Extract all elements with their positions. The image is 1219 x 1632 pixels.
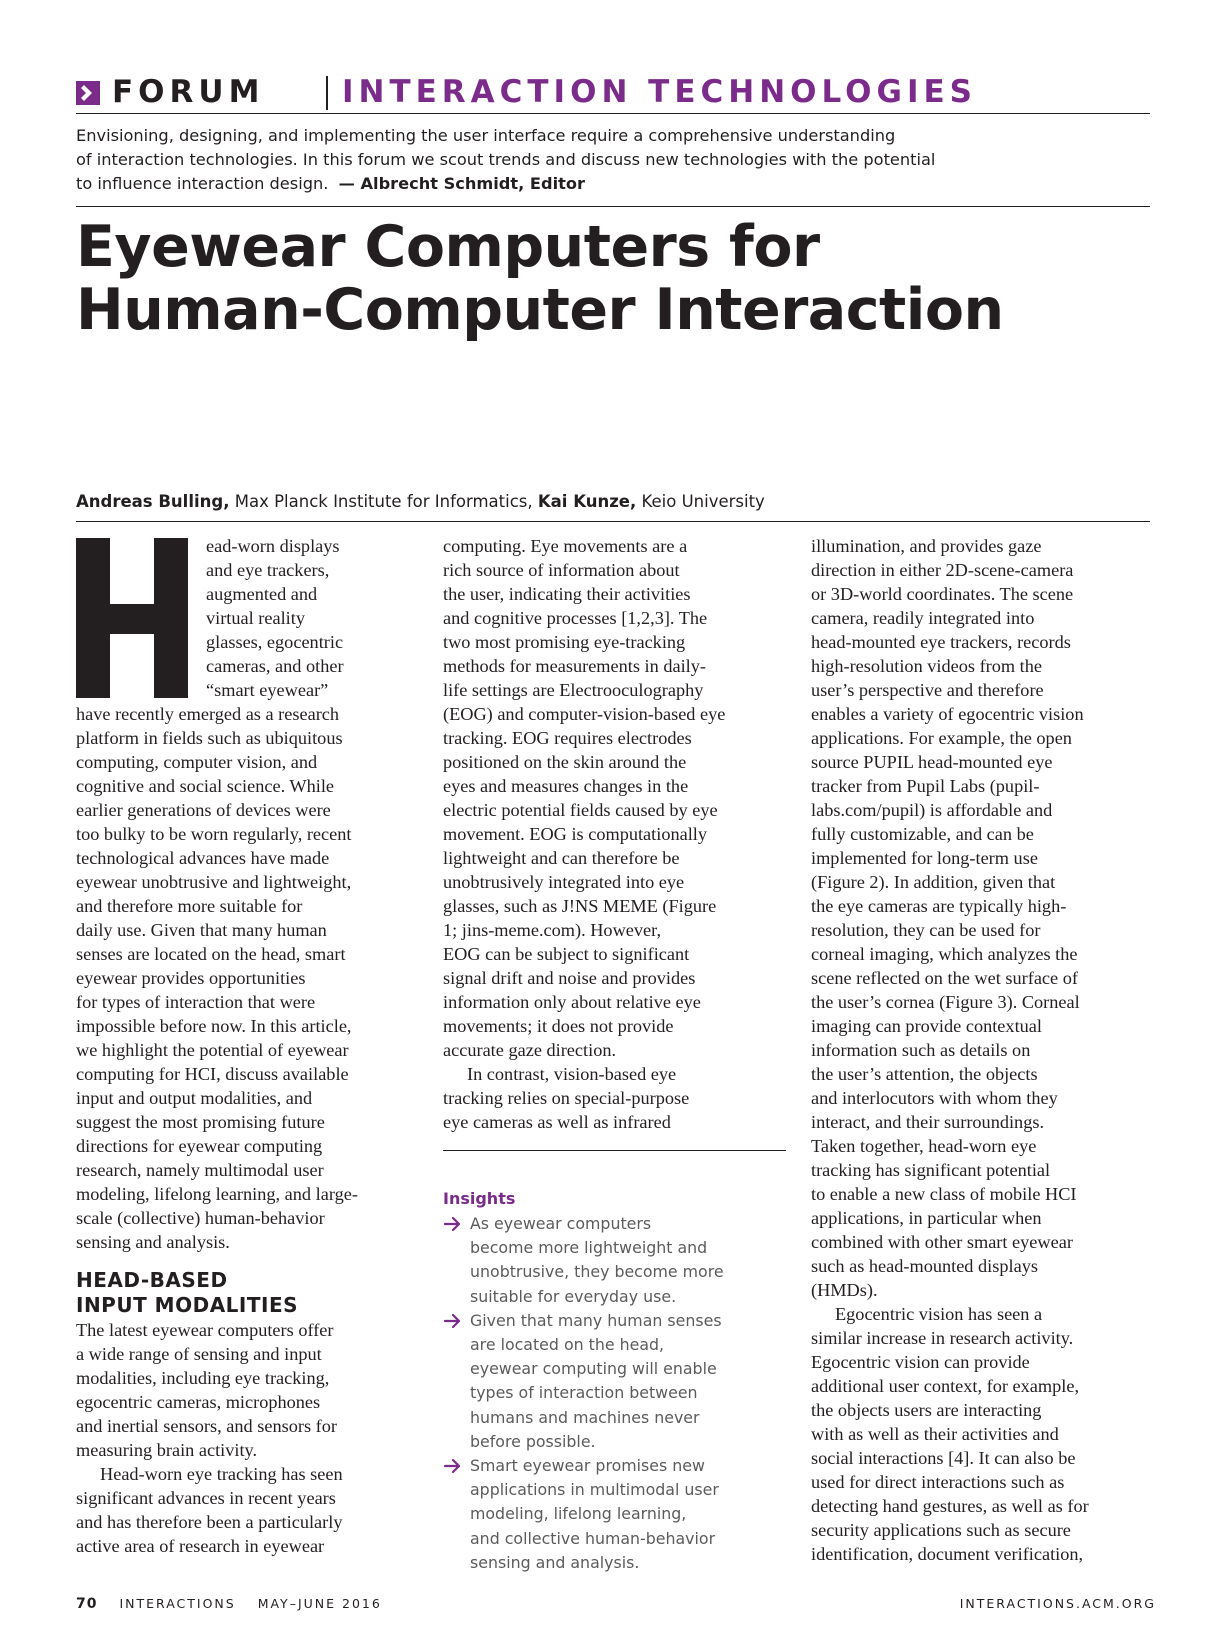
title-rule [76,206,1150,207]
body-text-line: illumination, and provides gaze [811,536,1042,556]
body-text-line: (EOG) and computer-vision-based eye [443,704,726,724]
body-text-line: (Figure 2). In addition, given that [811,872,1056,892]
col1-paragraph-1 [76,702,416,1254]
body-text-line: direction in either 2D-scene-camera [811,560,1074,580]
body-text-line: camera, readily integrated into [811,608,1035,628]
body-text-line: Egocentric vision has seen a [835,1304,1043,1324]
body-text-line: information only about relative eye [443,992,701,1012]
insight-text-line: applications in multimodal user [470,1480,719,1500]
insight-text-line: suitable for everyday use. [470,1286,677,1306]
body-text-line: eyes and measures changes in the [443,776,689,796]
body-rule [76,521,1150,522]
body-text-line: with as well as their activities and [811,1424,1059,1444]
arrow-right-icon [443,1455,463,1477]
body-text-line: the user’s attention, the objects [811,1064,1038,1084]
body-text-line: information such as details on [811,1040,1031,1060]
body-text-line: have recently emerged as a research [76,704,340,724]
title-line-1: Eyewear Computers for [76,214,820,280]
author-name-1: Andreas Bulling, [76,492,230,511]
body-text-line: active area of research in eyewear [76,1536,325,1556]
insight-text-line: Given that many human senses [470,1310,722,1330]
insights-box [443,1188,788,1575]
page-number: 70 [76,1596,98,1612]
body-text-line: augmented and [206,584,318,604]
body-text-line: scene reflected on the wet surface of [811,968,1078,988]
body-text-line: computing, computer vision, and [76,752,318,772]
insights-title: Insights [443,1189,516,1208]
body-text-line: security applications such as secure [811,1520,1071,1540]
body-text-line: combined with other smart eyewear [811,1232,1073,1252]
body-text-line: imaging can provide contextual [811,1016,1042,1036]
body-text-line: signal drift and noise and provides [443,968,696,988]
body-text-line: computing. Eye movements are a [443,536,688,556]
insight-text-line: As eyewear computers [470,1214,652,1233]
col2-paragraph-2 [443,1062,783,1134]
body-text-line: identification, document verification, [811,1544,1084,1564]
body-text-line: movements; it does not provide [443,1016,674,1036]
body-text-line: (HMDs). [811,1280,878,1300]
body-text-line: 1; jins-meme.com). However, [443,920,662,940]
body-text-line: computing for HCI, discuss available [76,1064,349,1084]
body-text-line: the user’s cornea (Figure 3). Corneal [811,992,1080,1012]
insight-text-line: and collective human-behavior [470,1528,716,1548]
body-text-line: positioned on the skin around the [443,752,687,772]
body-text-line: rich source of information about [443,560,680,580]
body-text-line: and therefore more suitable for [76,896,303,916]
body-text-line: social interactions [4]. It can also be [811,1448,1076,1468]
body-text-line: “smart eyewear” [206,680,329,700]
chevron-right-icon [76,81,100,105]
arrow-right-icon [443,1310,463,1332]
body-text-line: suggest the most promising future [76,1112,325,1132]
body-text-line: In contrast, vision-based eye [467,1064,677,1084]
author-name-2: Kai Kunze, [537,492,637,511]
forum-description-line [76,124,1156,148]
col2-paragraph-1 [443,534,783,1062]
body-text-line: and eye trackers, [206,560,330,580]
body-text-line: and inertial sensors, and sensors for [76,1416,337,1436]
body-text-line: modeling, lifelong learning, and large- [76,1184,358,1204]
body-text-line: or 3D-world coordinates. The scene [811,584,1074,604]
insight-text-line: modeling, lifelong learning, [470,1504,687,1524]
arrow-right-icon [443,1213,463,1235]
page-footer [76,1596,1156,1616]
forum-editor: — Albrecht Schmidt, Editor [338,174,585,193]
body-text-line: the objects users are interacting [811,1400,1042,1420]
body-text-line: the user, indicating their activities [443,584,691,604]
body-text-line: tracking has significant potential [811,1160,1051,1180]
body-column-2 [443,534,783,1134]
body-text-line: earlier generations of devices were [76,800,331,820]
body-text-line: applications, in particular when [811,1208,1042,1228]
body-text-line: accurate gaze direction. [443,1040,617,1060]
body-text-line: tracker from Pupil Labs (pupil- [811,776,1040,796]
insights-list [443,1212,788,1575]
body-text-line: similar increase in research activity. [811,1328,1074,1348]
col1-paragraph-2 [76,1318,416,1462]
body-text-line: significant advances in recent years [76,1488,336,1508]
author-affiliation-1: Max Planck Institute for Informatics, [234,492,533,511]
website-url: INTERACTIONS.ACM.ORG [959,1596,1156,1611]
col3-paragraph-2 [811,1302,1156,1566]
body-text-line: platform in fields such as ubiquitous [76,728,343,748]
body-text-line: senses are located on the head, smart [76,944,346,964]
body-text-line: tracking relies on special-purpose [443,1088,690,1108]
body-text-line: cameras, and other [206,656,344,676]
body-text-line: ead-worn displays [206,536,340,556]
forum-description-text: Envisioning, designing, and implementing the user interface require a comprehensive understanding [76,126,896,145]
body-text-line: scale (collective) human-behavior [76,1208,325,1228]
body-text-line: eye cameras as well as infrared [443,1112,671,1132]
body-text-line: input and output modalities, and [76,1088,313,1108]
body-text-line: measuring brain activity. [76,1440,258,1460]
body-text-line: for types of interaction that were [76,992,316,1012]
forum-description [76,124,1156,196]
insights-rule [443,1150,786,1151]
body-text-line: eyewear provides opportunities [76,968,306,988]
body-text-line: additional user context, for example, [811,1376,1080,1396]
body-text-line: research, namely multimodal user [76,1160,324,1180]
body-column-1 [76,534,416,1558]
body-text-line: electric potential fields caused by eye [443,800,718,820]
forum-description-text: of interaction technologies. In this forum we scout trends and discuss new technologies with the potential [76,150,936,169]
body-text-line: corneal imaging, which analyzes the [811,944,1078,964]
body-text-line: user’s perspective and therefore [811,680,1044,700]
issue-date: MAY–JUNE 2016 [257,1596,382,1611]
body-text-line: enables a variety of egocentric vision [811,704,1084,724]
forum-description-line [76,172,1156,196]
body-text-line: technological advances have made [76,848,330,868]
body-text-line: a wide range of sensing and input [76,1344,322,1364]
body-text-line: to enable a new class of mobile HCI [811,1184,1077,1204]
insight-text-line: unobtrusive, they become more [470,1262,724,1282]
body-text-line: virtual reality [206,608,305,628]
body-text-line: glasses, such as J!NS MEME (Figure [443,896,717,916]
body-column-3 [811,534,1156,1566]
body-text-line: such as head-mounted displays [811,1256,1038,1276]
body-text-line: methods for measurements in daily- [443,656,706,676]
body-text-line: we highlight the potential of eyewear [76,1040,349,1060]
header-divider [326,76,328,110]
col1-paragraph-3 [76,1462,416,1558]
body-text-line: the eye cameras are typically high- [811,896,1067,916]
insight-item [443,1309,788,1454]
body-text-line: source PUPIL head-mounted eye [811,752,1053,772]
body-text-line: two most promising eye-tracking [443,632,686,652]
insight-text-line: before possible. [470,1431,596,1451]
body-text-line: unobtrusively integrated into eye [443,872,685,892]
body-text-line: The latest eyewear computers offer [76,1320,334,1340]
section-subheading [76,1268,416,1318]
body-text-line: lightweight and can therefore be [443,848,680,868]
insight-text-line: eyewear computing will enable [470,1359,717,1379]
publication-name: INTERACTIONS [119,1596,236,1611]
body-text-line: labs.com/pupil) is affordable and [811,800,1053,820]
body-text-line: interact, and their surroundings. [811,1112,1045,1132]
body-text-line: applications. For example, the open [811,728,1072,748]
forum-header [76,72,1150,112]
body-text-line: fully customizable, and can be [811,824,1034,844]
forum-label: FORUM [112,74,265,110]
body-text-line: EOG can be subject to significant [443,944,690,964]
body-text-line: and cognitive processes [1,2,3]. The [443,608,708,628]
subheading-line-1: HEAD-BASED [76,1268,228,1292]
subheading-line-2: INPUT MODALITIES [76,1293,299,1317]
insight-text-line: become more lightweight and [470,1238,708,1258]
author-line [76,491,765,513]
forum-description-line [76,148,1156,172]
insight-text-line: Smart eyewear promises new [470,1456,705,1476]
body-text-line: high-resolution videos from the [811,656,1043,676]
insight-text-line: humans and machines never [470,1407,700,1427]
drop-cap-lines [76,534,416,702]
body-text-line: too bulky to be worn regularly, recent [76,824,352,844]
body-text-line: head-mounted eye trackers, records [811,632,1071,652]
body-text-line: cognitive and social science. While [76,776,335,796]
title-line-2: Human-Computer Interaction [76,277,1004,343]
article-title [76,216,1150,342]
insight-text-line: sensing and analysis. [470,1552,640,1572]
section-label: INTERACTION TECHNOLOGIES [342,74,977,110]
body-text-line: Egocentric vision can provide [811,1352,1030,1372]
insight-item [443,1212,788,1309]
body-text-line: daily use. Given that many human [76,920,327,940]
body-text-line: sensing and analysis. [76,1232,230,1252]
col3-paragraph-1 [811,534,1156,1302]
header-rule [76,113,1150,114]
body-text-line: modalities, including eye tracking, [76,1368,330,1388]
body-text-line: glasses, egocentric [206,632,344,652]
body-text-line: implemented for long-term use [811,848,1038,868]
body-text-line: eyewear unobtrusive and lightweight, [76,872,352,892]
insight-item [443,1454,788,1575]
body-text-line: movement. EOG is computationally [443,824,708,844]
body-text-line: and has therefore been a particularly [76,1512,343,1532]
insight-text-line: are located on the head, [470,1335,665,1355]
body-text-line: Taken together, head-worn eye [811,1136,1037,1156]
body-text-line: and interlocutors with whom they [811,1088,1058,1108]
forum-description-text: to influence interaction design. [76,174,329,193]
body-text-line: directions for eyewear computing [76,1136,323,1156]
insight-text-line: types of interaction between [470,1383,698,1403]
body-text-line: resolution, they can be used for [811,920,1041,940]
body-text-line: life settings are Electrooculography [443,680,704,700]
body-text-line: detecting hand gestures, as well as for [811,1496,1089,1516]
author-affiliation-2: Keio University [641,492,765,511]
body-text-line: egocentric cameras, microphones [76,1392,321,1412]
body-text-line: tracking. EOG requires electrodes [443,728,692,748]
body-text-line: Head-worn eye tracking has seen [100,1464,343,1484]
body-text-line: used for direct interactions such as [811,1472,1065,1492]
body-text-line: impossible before now. In this article, [76,1016,352,1036]
